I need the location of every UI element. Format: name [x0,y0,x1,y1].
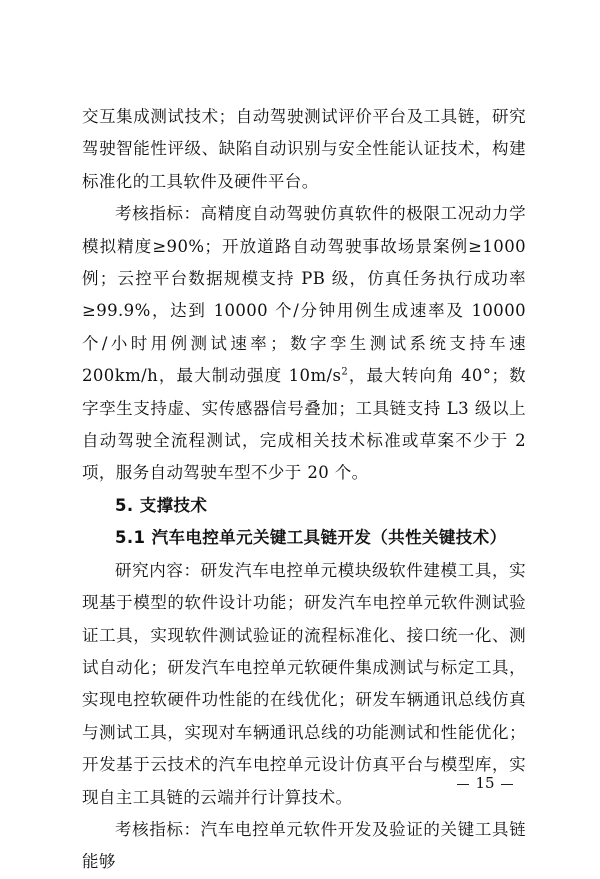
page-number [450,774,520,792]
page-number-text: 15 [475,774,495,792]
paragraph-continued: 交互集成测试技术；自动驾驶测试评价平台及工具链，研究驾驶智能性评级、缺陷自动识别与安全性能认证技术，构建标准化的工具软件及硬件平台。 [82,107,526,191]
section-heading-5-1: 5.1 汽车电控单元关键工具链开发（共性关键技术） [115,528,507,548]
paragraph-assessment-start: 考核指标：汽车电控单元软件开发及验证的关键工具链能够 [82,819,526,872]
assessment-text-tail: ，最大转向角 40°；数字孪生支持虚、实传感器信号叠加；工具链支持 L3 级以上自动驾驶全流程测试，完成相关技术标准或草案不少于 2 项，服务自动驾驶车型不少于 20 个。 [82,366,526,483]
paragraph-assessment-indicators [82,198,526,490]
dash-left-icon [457,784,469,785]
page-content [82,101,526,879]
superscript-exponent: 2 [341,366,349,378]
dash-right-icon [501,784,513,785]
section-heading-5: 5. 支撑技术 [115,495,208,515]
assessment-text: 考核指标：高精度自动驾驶仿真软件的极限工况动力学模拟精度≥90%；开放道路自动驾驶事故场景案例≥1000 例；云控平台数据规模支持 PB 级，仿真任务执行成功率≥99.9%，达到 10000 个/分钟用例生成速率及 10000 个/小时用例测试速率；数字孪生测试系统支持车速 200km/h，最大制动强度 10m/s [82,204,526,386]
paragraph-research-content: 研究内容：研发汽车电控单元模块级软件建模工具，实现基于模型的软件设计功能；研发汽车电控单元软件测试验证工具，实现软件测试验证的流程标准化、接口统一化、测试自动化；研发汽车电控单元软硬件集成测试与标定工具，实现电控软硬件功性能的在线优化；研发车辆通讯总线仿真与测试工具，实现对车辆通讯总线的功能测试和性能优化；开发基于云技术的汽车电控单元设计仿真平台与模型库，实现自主工具链的云端并行计算技术。 [82,560,526,807]
